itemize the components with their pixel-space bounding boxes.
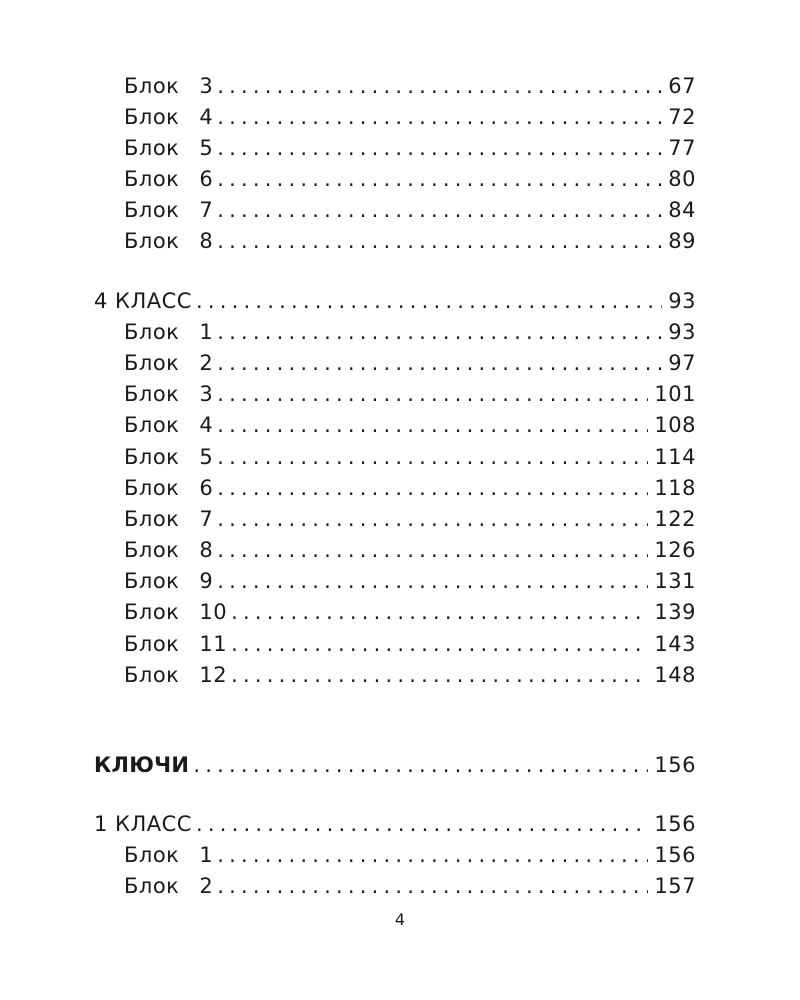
- toc-entry-page: 97: [668, 351, 696, 375]
- toc-entry-class4-block-9[interactable]: [124, 567, 696, 595]
- toc-entry-label: Блок: [124, 663, 180, 687]
- toc-entry-keys[interactable]: [94, 751, 696, 779]
- toc-entry-page: 108: [654, 413, 696, 437]
- toc-entry-class-4[interactable]: [94, 287, 696, 315]
- toc-entry-page: 126: [654, 538, 696, 562]
- toc-entry-number: 2: [199, 351, 214, 375]
- toc-entry-label: Блок: [124, 74, 180, 98]
- dot-leader: [213, 536, 648, 564]
- toc-entry-class4-block-4[interactable]: [124, 411, 696, 439]
- toc-entry-label: Блок: [124, 320, 180, 344]
- toc-entry-number: 9: [199, 569, 214, 593]
- toc-entry-number: 12: [199, 663, 228, 687]
- toc-entry-label: Блок: [124, 105, 180, 129]
- toc-entry-class4-block-1[interactable]: [124, 318, 696, 346]
- dot-leader: [192, 810, 648, 838]
- toc-entry-number: 5: [199, 136, 214, 160]
- dot-leader: [213, 227, 662, 255]
- toc-entry-page: 67: [668, 74, 696, 98]
- toc-entry-number: 1: [199, 320, 214, 344]
- toc-entry-page: 93: [668, 289, 696, 313]
- toc-entry-number: 4: [199, 413, 214, 437]
- toc-entry-number: 3: [199, 74, 214, 98]
- toc-entry-class4-block-10[interactable]: [124, 598, 696, 626]
- toc-entry-page: 157: [654, 874, 696, 898]
- toc-entry-class1-block-1[interactable]: [124, 841, 696, 869]
- toc-entry-page: 156: [654, 753, 696, 777]
- dot-leader: [227, 630, 648, 658]
- toc-entry-page: 143: [654, 632, 696, 656]
- toc-entry-block-6[interactable]: [124, 165, 696, 193]
- dot-leader: [213, 165, 662, 193]
- toc-entry-label: КЛЮЧИ: [94, 753, 190, 777]
- toc-entry-class4-block-11[interactable]: [124, 630, 696, 658]
- toc-entry-number: 8: [199, 229, 214, 253]
- toc-entry-number: 4: [199, 105, 214, 129]
- toc-entry-label: Блок: [124, 351, 180, 375]
- dot-leader: [227, 661, 648, 689]
- toc-entry-number: 8: [199, 538, 214, 562]
- toc-entry-block-3[interactable]: [124, 72, 696, 100]
- toc-entry-label: Блок: [124, 874, 180, 898]
- dot-leader: [213, 196, 662, 224]
- toc-entry-label: Блок: [124, 538, 180, 562]
- toc-entry-page: 156: [654, 843, 696, 867]
- toc-entry-number: 2: [199, 874, 214, 898]
- toc-entry-block-5[interactable]: [124, 134, 696, 162]
- dot-leader: [189, 751, 648, 779]
- toc-entry-number: 6: [199, 476, 214, 500]
- dot-leader: [213, 349, 662, 377]
- toc-entry-page: 122: [654, 507, 696, 531]
- dot-leader: [213, 841, 648, 869]
- toc-entry-class1-block-2[interactable]: [124, 872, 696, 900]
- toc-entry-block-4[interactable]: [124, 103, 696, 131]
- toc-entry-number: 3: [199, 382, 214, 406]
- toc-entry-class4-block-3[interactable]: [124, 380, 696, 408]
- dot-leader: [213, 318, 662, 346]
- dot-leader: [213, 380, 648, 408]
- dot-leader: [213, 872, 648, 900]
- toc-entry-page: 118: [654, 476, 696, 500]
- dot-leader: [192, 287, 662, 315]
- toc-entry-label: Блок: [124, 136, 180, 160]
- toc-entry-page: 89: [668, 229, 696, 253]
- toc-entry-page: 77: [668, 136, 696, 160]
- toc-entry-block-7[interactable]: [124, 196, 696, 224]
- toc-entry-class-1[interactable]: [94, 810, 696, 838]
- toc-entry-page: 101: [654, 382, 696, 406]
- toc-entry-label: Блок: [124, 167, 180, 191]
- toc-entry-class4-block-12[interactable]: [124, 661, 696, 689]
- toc-entry-label: Блок: [124, 229, 180, 253]
- dot-leader: [213, 134, 662, 162]
- toc-entry-label: Блок: [124, 382, 180, 406]
- toc-entry-page: 72: [668, 105, 696, 129]
- toc-entry-page: 93: [668, 320, 696, 344]
- dot-leader: [213, 443, 648, 471]
- toc-entry-label: Блок: [124, 632, 180, 656]
- toc-entry-label: Блок: [124, 445, 180, 469]
- toc-entry-class4-block-2[interactable]: [124, 349, 696, 377]
- dot-leader: [213, 567, 648, 595]
- toc-entry-page: 156: [654, 812, 696, 836]
- toc-entry-label: Блок: [124, 507, 180, 531]
- toc-entry-class4-block-7[interactable]: [124, 505, 696, 533]
- toc-entry-page: 114: [654, 445, 696, 469]
- toc-entry-page: 80: [668, 167, 696, 191]
- toc-entry-class4-block-5[interactable]: [124, 443, 696, 471]
- dot-leader: [213, 474, 648, 502]
- toc-entry-number: 11: [199, 632, 228, 656]
- dot-leader: [213, 72, 662, 100]
- toc-entry-number: 7: [199, 198, 214, 222]
- toc-entry-class4-block-6[interactable]: [124, 474, 696, 502]
- toc-entry-page: 84: [668, 198, 696, 222]
- page-number: 4: [394, 910, 406, 929]
- toc-entry-number: 7: [199, 507, 214, 531]
- dot-leader: [213, 103, 662, 131]
- toc-entry-number: 6: [199, 167, 214, 191]
- toc-entry-page: 148: [654, 663, 696, 687]
- toc-entry-label: 1 КЛАСС: [94, 812, 192, 836]
- toc-entry-number: 10: [199, 600, 228, 624]
- toc-entry-label: Блок: [124, 476, 180, 500]
- dot-leader: [213, 505, 648, 533]
- dot-leader: [227, 598, 648, 626]
- toc-entry-label: Блок: [124, 413, 180, 437]
- toc-entry-page: 131: [654, 569, 696, 593]
- toc-entry-number: 1: [199, 843, 214, 867]
- toc-entry-class4-block-8[interactable]: [124, 536, 696, 564]
- toc-entry-label: 4 КЛАСС: [94, 289, 192, 313]
- toc-entry-label: Блок: [124, 569, 180, 593]
- toc-entry-label: Блок: [124, 843, 180, 867]
- toc-entry-block-8[interactable]: [124, 227, 696, 255]
- toc-entry-page: 139: [654, 600, 696, 624]
- toc-entry-label: Блок: [124, 198, 180, 222]
- dot-leader: [213, 411, 648, 439]
- toc-entry-number: 5: [199, 445, 214, 469]
- toc-entry-label: Блок: [124, 600, 180, 624]
